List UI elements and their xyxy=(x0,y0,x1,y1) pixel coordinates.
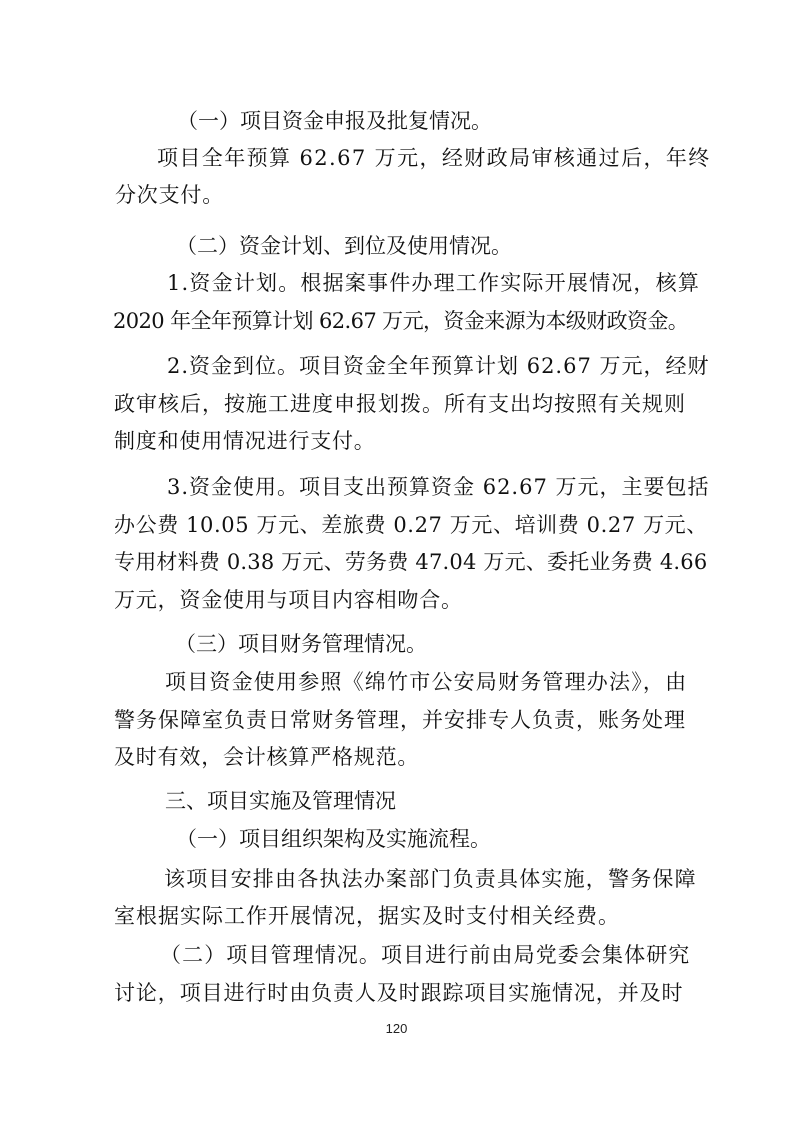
text-line: 3.资金使用。项目支出预算资金 62.67 万元，主要包括 xyxy=(167,475,710,499)
text-line: 分次支付。 xyxy=(115,183,224,207)
text-line: 制度和使用情况进行支付。 xyxy=(114,429,376,453)
section-heading: 三、项目实施及管理情况 xyxy=(165,789,396,813)
text-line: 政审核后，按施工进度申报划拨。所有支出均按照有关规则 xyxy=(114,392,686,416)
text-line: （一）项目组织架构及实施流程。 xyxy=(176,827,491,851)
text-line: 项目全年预算 62.67 万元，经财政局审核通过后，年终 xyxy=(157,146,711,170)
text-line: 办公费 10.05 万元、差旅费 0.27 万元、培训费 0.27 万元、 xyxy=(114,513,708,537)
text-line: （三）项目财务管理情况。 xyxy=(175,632,427,656)
text-line: （二）项目管理情况。项目进行前由局党委会集体研究 xyxy=(160,943,691,967)
text-line: 万元，资金使用与项目内容相吻合。 xyxy=(114,588,463,612)
text-line: 专用材料费 0.38 万元、劳务费 47.04 万元、委托业务费 4.66 xyxy=(114,550,708,574)
text-line: 项目资金使用参照《绵竹市公安局财务管理办法》，由 xyxy=(165,670,688,694)
text-line: 室根据实际工作开展情况，据实及时支付相关经费。 xyxy=(114,904,620,928)
text-line: 2020 年全年预算计划 62.67 万元，资金来源为本级财政资金。 xyxy=(113,309,689,333)
text-line: （一）项目资金申报及批复情况。 xyxy=(177,109,492,133)
text-line: 警务保障室负责日常财务管理，并安排专人负责，账务处理 xyxy=(114,708,686,732)
text-line: 该项目安排由各执法办案部门负责具体实施，警务保障 xyxy=(164,867,697,891)
text-line: 讨论，项目进行时由负责人及时跟踪项目实施情况，并及时 xyxy=(114,981,684,1005)
text-line: 1.资金计划。根据案事件办理工作实际开展情况，核算 xyxy=(167,271,701,295)
text-line: 及时有效，会计核算严格规范。 xyxy=(114,745,420,769)
text-line: （二）资金计划、到位及使用情况。 xyxy=(176,234,512,258)
page-number: 120 xyxy=(385,1021,408,1036)
text-line: 2.资金到位。项目资金全年预算计划 62.67 万元，经财 xyxy=(167,354,710,378)
